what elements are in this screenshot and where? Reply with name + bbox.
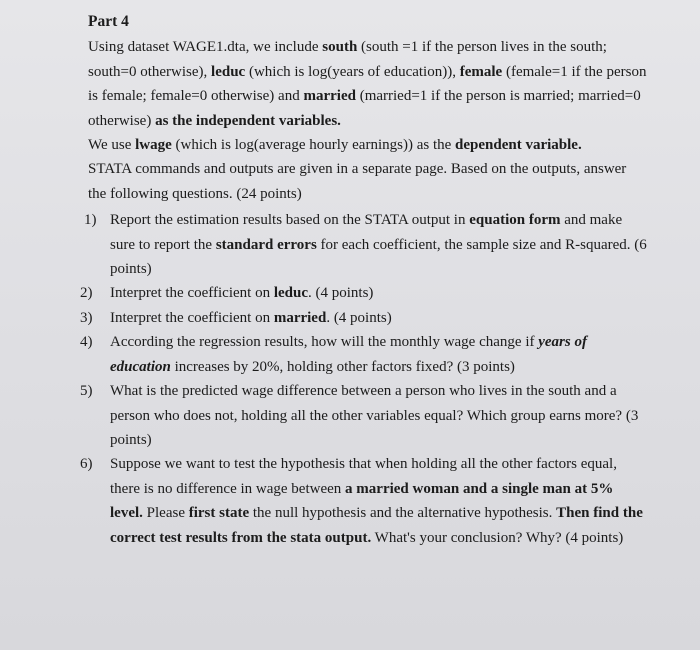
q4-text-a: According the regression results, how will the monthly wage change if bbox=[110, 334, 539, 351]
intro-paragraph bbox=[88, 35, 648, 133]
q6-text-c: Please bbox=[142, 505, 189, 522]
q1-text-a: Report the estimation results based on the STATA output in bbox=[110, 212, 470, 229]
question-2 bbox=[80, 281, 648, 305]
q3-text-a: Interpret the coefficient on bbox=[110, 309, 274, 326]
dependent-variable-label: dependent variable. bbox=[455, 137, 582, 154]
question-3 bbox=[80, 306, 648, 330]
q6-married-woman-single-man: a married woman and a single man at 5% level. bbox=[110, 480, 614, 522]
intro-text-1: Using dataset WAGE1.dta, we include bbox=[88, 39, 323, 56]
stata-paragraph: STATA commands and outputs are given in a separate page. Based on the outputs, answer the following questions. (24 points) bbox=[88, 161, 627, 202]
independent-variables-label: as the independent variables. bbox=[155, 112, 341, 129]
q1-text-e: for each coefficient, the sample size and R-squared. (6 points) bbox=[110, 236, 647, 278]
q4-text-c: increases by 20%, holding other factors fixed? (3 points) bbox=[170, 358, 515, 375]
q6-find-test-results: Then find the correct test results from the stata output. bbox=[110, 505, 643, 546]
question-4 bbox=[80, 330, 648, 379]
var-female: female bbox=[459, 63, 503, 80]
q4-years-of-education: years of education bbox=[110, 334, 587, 375]
question-6 bbox=[80, 452, 648, 550]
q3-married: married bbox=[273, 309, 327, 326]
document-body bbox=[80, 10, 648, 550]
q3-text-c: . (4 points) bbox=[326, 309, 392, 326]
q1-equation-form: equation form bbox=[469, 212, 561, 229]
question-5 bbox=[80, 379, 648, 452]
q6-text-g: What's your conclusion? Why? (4 points) bbox=[371, 529, 624, 546]
question-list bbox=[80, 208, 648, 550]
question-1 bbox=[84, 208, 648, 281]
question-number: 5) bbox=[80, 383, 93, 400]
q2-text-a: Interpret the coefficient on bbox=[110, 285, 274, 302]
q6-first-state: first state bbox=[188, 505, 250, 522]
question-number: 4) bbox=[80, 334, 93, 351]
q6-text-e: the null hypothesis and the alternative hypothesis. bbox=[249, 505, 557, 522]
var-leduc: leduc bbox=[211, 63, 246, 80]
intro-text-4: (female=1 if the person is female; female=0 otherwise) and bbox=[88, 63, 647, 105]
q2-text-c: . (4 points) bbox=[308, 285, 374, 302]
question-number: 3) bbox=[80, 309, 93, 326]
dep-text-1: We use bbox=[88, 137, 136, 154]
intro-text-2: (south =1 if the person lives in the south; south=0 otherwise), bbox=[88, 39, 607, 80]
question-number: 2) bbox=[80, 285, 93, 302]
q1-text-c: and make sure to report the bbox=[110, 212, 623, 253]
intro-text-3: (which is log(years of education)), bbox=[245, 63, 460, 80]
q2-leduc: leduc bbox=[273, 285, 308, 302]
question-number: 1) bbox=[84, 212, 97, 229]
intro-text-5: (married=1 if the person is married; married=0 otherwise) bbox=[88, 88, 641, 129]
q5-text: What is the predicted wage difference between a person who lives in the south and a person who does not, holding all the other variables equal? Which group earns more? (3 points) bbox=[110, 383, 639, 448]
var-south: south bbox=[322, 39, 358, 56]
var-lwage: lwage bbox=[135, 137, 172, 154]
question-number: 6) bbox=[80, 456, 93, 473]
dep-text-2: (which is log(average hourly earnings)) as the bbox=[171, 137, 456, 154]
dependent-paragraph bbox=[88, 133, 648, 157]
q6-text-a: Suppose we want to test the hypothesis that when holding all the other factors equal, there is no difference in wage between bbox=[110, 456, 617, 497]
var-married: married bbox=[303, 88, 356, 105]
page-title: Part 4 bbox=[88, 13, 129, 30]
q1-standard-errors: standard errors bbox=[215, 236, 317, 253]
